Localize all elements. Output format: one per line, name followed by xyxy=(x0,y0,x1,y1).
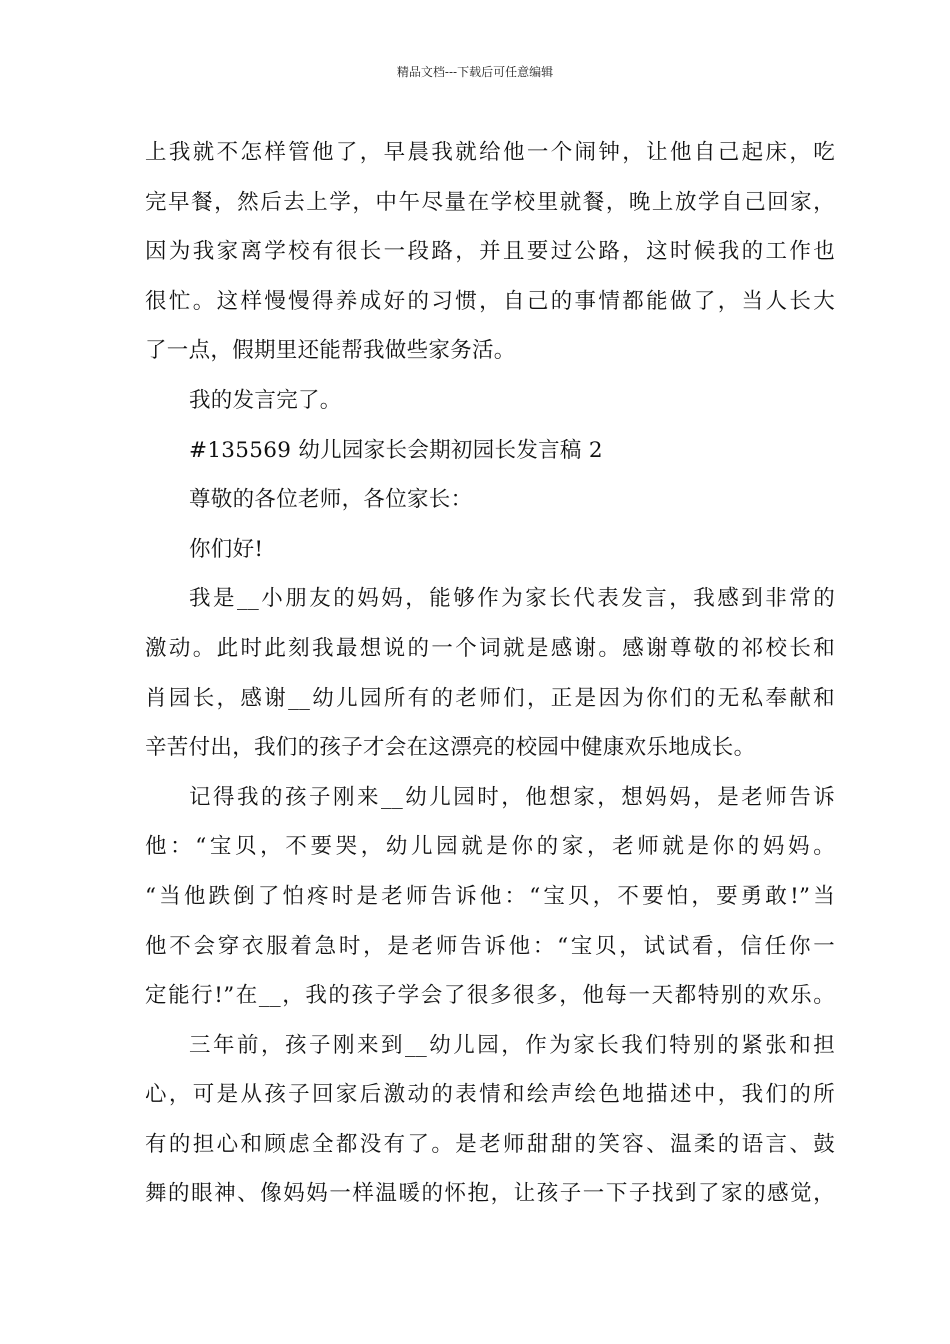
text-line: 激动。此时此刻我最想说的一个词就是感谢。感谢尊敬的祁校长和 xyxy=(145,635,835,661)
text-line: 心，可是从孩子回家后激动的表情和绘声绘色地描述中，我们的所 xyxy=(145,1082,835,1108)
text-line: 他不会穿衣服着急时，是老师告诉他：“宝贝，试试看，信任你一 xyxy=(145,933,835,959)
page-header: 精品文档---下载后可任意编辑 xyxy=(396,65,554,79)
text-line: 很忙。这样慢慢得养成好的习惯，自己的事情都能做了，当人长大 xyxy=(145,288,835,314)
text-line: 记得我的孩子刚来__幼儿园时，他想家，想妈妈，是老师告诉 xyxy=(189,784,835,810)
text-line: 定能行!”在__，我的孩子学会了很多很多，他每一天都特别的欢乐。 xyxy=(145,983,835,1009)
section-title: #135569 幼儿园家长会期初园长发言稿 2 xyxy=(189,437,603,463)
text-line: “当他跌倒了怕疼时是老师告诉他：“宝贝，不要怕，要勇敢!”当 xyxy=(145,883,835,909)
text-line: 肖园长，感谢__幼儿园所有的老师们，正是因为你们的无私奉献和 xyxy=(145,685,835,711)
document-body xyxy=(145,128,835,1219)
text-line: 上我就不怎样管他了，早晨我就给他一个闹钟，让他自己起床，吃 xyxy=(145,140,835,165)
text-line: 我的发言完了。 xyxy=(189,387,342,413)
text-line: 我是__小朋友的妈妈，能够作为家长代表发言，我感到非常的 xyxy=(189,586,835,612)
text-line: 有的担心和顾虑全都没有了。是老师甜甜的笑容、温柔的语言、鼓 xyxy=(145,1131,835,1157)
text-line: 舞的眼神、像妈妈一样温暖的怀抱，让孩子一下子找到了家的感觉， xyxy=(145,1181,835,1207)
text-line: 三年前，孩子刚来到__幼儿园，作为家长我们特别的紧张和担 xyxy=(189,1032,835,1058)
text-line: 了一点，假期里还能帮我做些家务活。 xyxy=(145,338,516,364)
text-line: 完早餐，然后去上学，中午尽量在学校里就餐，晚上放学自己回家， xyxy=(145,189,835,215)
text-line: 因为我家离学校有很长一段路，并且要过公路，这时候我的工作也 xyxy=(145,239,835,265)
text-line: 他：“宝贝，不要哭，幼儿园就是你的家，老师就是你的妈妈。 xyxy=(145,834,835,860)
text-line: 辛苦付出，我们的孩子才会在这漂亮的校园中健康欢乐地成长。 xyxy=(145,735,756,761)
salutation: 尊敬的各位老师，各位家长： xyxy=(189,487,473,513)
greeting: 你们好! xyxy=(189,536,264,562)
